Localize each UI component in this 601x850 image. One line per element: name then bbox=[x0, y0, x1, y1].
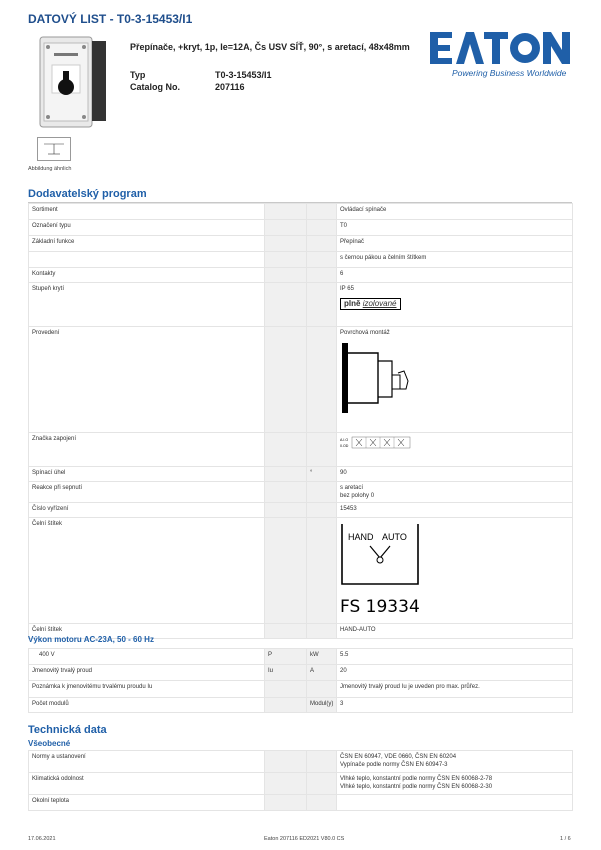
table-row bbox=[29, 751, 573, 773]
row-label: Reakce při sepnutí bbox=[29, 482, 265, 503]
row-label: Spínací úhel bbox=[29, 467, 265, 482]
row-label: Poznámka k jmenovitému trvalému proudu Iu bbox=[29, 681, 265, 698]
row-unit: kW bbox=[307, 649, 337, 665]
motor-table bbox=[28, 648, 573, 713]
row-value: T0 bbox=[337, 220, 573, 236]
svg-text:0.OD: 0.OD bbox=[340, 444, 349, 448]
table-row bbox=[29, 698, 573, 713]
row-value: 90 bbox=[337, 467, 573, 482]
svg-text:A.I.O: A.I.O bbox=[340, 438, 349, 442]
row-label: Jmenovitý trvalý proud bbox=[29, 665, 265, 681]
row-unit: Modul(y) bbox=[307, 698, 337, 713]
product-image bbox=[38, 35, 113, 131]
row-unit: A bbox=[307, 665, 337, 681]
table-row bbox=[29, 283, 573, 327]
footer-page: 1 / 6 bbox=[560, 836, 571, 842]
row-label: Značka zapojení bbox=[29, 433, 265, 467]
row-label: Kontakty bbox=[29, 268, 265, 283]
row-label: Počet modulů bbox=[29, 698, 265, 713]
table-row bbox=[29, 649, 573, 665]
row-symbol: Iu bbox=[265, 665, 307, 681]
table-row bbox=[29, 795, 573, 811]
footer-doc: Eaton 207116 ED2021 V80.0 CS bbox=[264, 836, 345, 842]
row-label: Klimatická odolnost bbox=[29, 773, 265, 795]
row-value: Povrchová montáž bbox=[340, 330, 390, 336]
table-row bbox=[29, 665, 573, 681]
table-row bbox=[29, 204, 573, 220]
eaton-slogan: Powering Business Worldwide bbox=[452, 68, 567, 78]
row-value: Přepínač bbox=[337, 236, 573, 252]
table-row bbox=[29, 236, 573, 252]
table-row bbox=[29, 220, 573, 236]
svg-text:HAND: HAND bbox=[348, 532, 374, 542]
row-label: Označení typu bbox=[29, 220, 265, 236]
row-label: Normy a ustanovení bbox=[29, 751, 265, 773]
image-caption: Abbildung ähnlich bbox=[28, 166, 72, 172]
page-title: DATOVÝ LIST - T0-3-15453/I1 bbox=[28, 12, 193, 26]
row-value: 15453 bbox=[337, 503, 573, 518]
row-label: Číslo vyřízení bbox=[29, 503, 265, 518]
row-value: Vypínače podle normy ČSN EN 60947-3 bbox=[340, 762, 448, 768]
type-label: Typ bbox=[130, 70, 146, 80]
section-heading-tech: Technická data bbox=[28, 724, 107, 736]
row-label: Provedení bbox=[29, 327, 265, 433]
row-label: Čelní štítek bbox=[29, 624, 265, 639]
tech-table bbox=[28, 750, 573, 811]
row-unit: ° bbox=[307, 467, 337, 482]
row-value: Ovládací spínače bbox=[337, 204, 573, 220]
row-value: 3 bbox=[337, 698, 573, 713]
table-row bbox=[29, 467, 573, 482]
supply-table bbox=[28, 203, 573, 639]
row-value: 20 bbox=[337, 665, 573, 681]
table-row bbox=[29, 773, 573, 795]
svg-text:AUTO: AUTO bbox=[382, 532, 407, 542]
table-row bbox=[29, 433, 573, 467]
table-row bbox=[29, 327, 573, 433]
row-value: s aretací bbox=[340, 485, 364, 491]
section-heading-supply: Dodavatelský program bbox=[28, 188, 147, 200]
table-row bbox=[29, 503, 573, 518]
general-subheading: Všeobecné bbox=[28, 739, 71, 748]
row-value: Jmenovitý trvalý proud Iu je uveden pro max. průřez. bbox=[337, 681, 573, 698]
table-row bbox=[29, 681, 573, 698]
table-row bbox=[29, 252, 573, 268]
row-label: Čelní štítek bbox=[29, 518, 265, 624]
row-value: s černou pákou a čelním štítkem bbox=[337, 252, 573, 268]
row-value: ČSN EN 60947, VDE 0660, ČSN EN 60204 bbox=[340, 754, 457, 760]
wiring-diagram bbox=[340, 435, 412, 451]
row-label: Sortiment bbox=[29, 204, 265, 220]
eaton-logo bbox=[428, 30, 573, 78]
protection-badge: plně izolované bbox=[340, 298, 401, 310]
row-label: Okolní teplota bbox=[29, 795, 265, 811]
table-row bbox=[29, 482, 573, 503]
catalog-label: Catalog No. bbox=[130, 82, 181, 92]
product-description: Přepínače, +kryt, 1p, Ie=12A, Čs USV SÍŤ, 90°, s aretací, 48x48mm bbox=[130, 42, 410, 52]
row-label: Základní funkce bbox=[29, 236, 265, 252]
table-row bbox=[29, 268, 573, 283]
front-plate-drawing bbox=[340, 522, 420, 618]
motor-heading: Výkon motoru AC-23A, 50 - 60 Hz bbox=[28, 635, 154, 644]
catalog-value: 207116 bbox=[215, 82, 245, 92]
row-value: Vlhké teplo, konstantní podle normy ČSN EN 60068-2-30 bbox=[340, 784, 493, 790]
footer-date: 17.06.2021 bbox=[28, 836, 56, 842]
mounting-drawing bbox=[340, 341, 420, 416]
row-label: 400 V bbox=[29, 649, 265, 665]
svg-text:FS 19334: FS 19334 bbox=[340, 597, 420, 617]
wiring-thumbnail bbox=[37, 137, 71, 161]
row-value: HAND-AUTO bbox=[337, 624, 573, 639]
row-value: 6 bbox=[337, 268, 573, 283]
row-label: Stupeň krytí bbox=[29, 283, 265, 327]
table-row bbox=[29, 518, 573, 624]
row-value: Vlhké teplo, konstantní podle normy ČSN EN 60068-2-78 bbox=[340, 776, 493, 782]
row-value: 5.5 bbox=[337, 649, 573, 665]
row-symbol: P bbox=[265, 649, 307, 665]
row-value-extra: bez polohy 0 bbox=[340, 493, 375, 499]
type-value: T0-3-15453/I1 bbox=[215, 70, 272, 80]
row-value: IP 65 bbox=[340, 286, 354, 292]
